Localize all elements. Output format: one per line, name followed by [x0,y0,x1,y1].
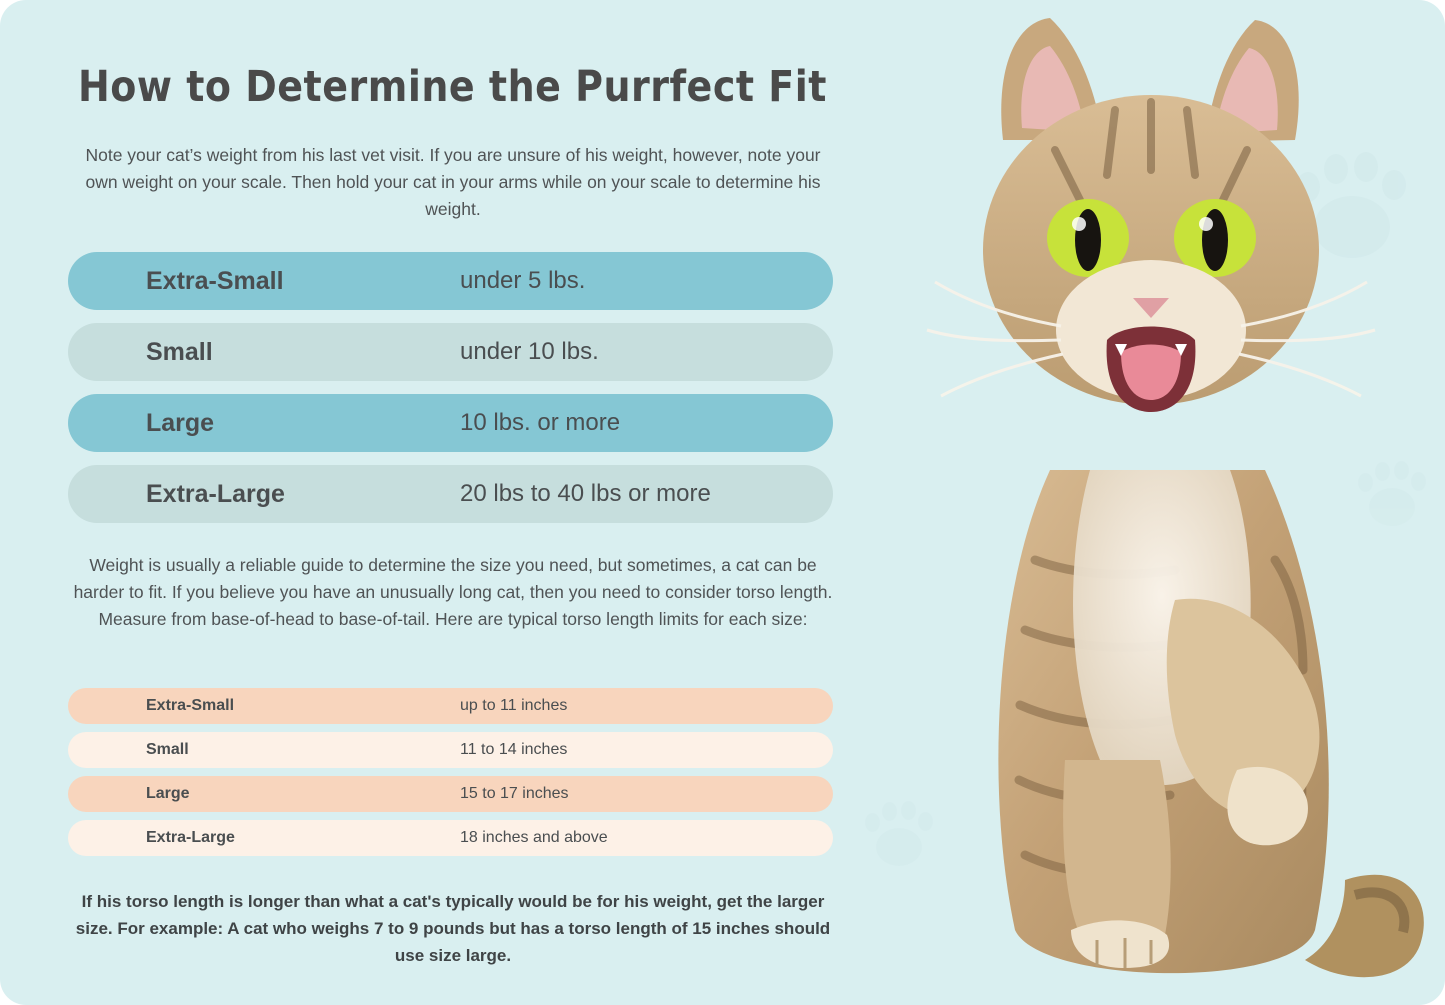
table-row [68,394,833,452]
size-label: Extra-Large [146,479,285,508]
table-row [68,323,833,381]
weight-size-table [68,252,833,536]
table-row [68,252,833,310]
torso-length-table [68,688,833,864]
size-value: up to 11 inches [460,697,568,714]
size-value: 20 lbs to 40 lbs or more [460,480,711,507]
page-title: How to Determine the Purrfect Fit [78,62,827,112]
table-row [68,820,833,856]
size-label: Small [146,741,189,758]
size-label: Extra-Small [146,266,284,295]
tabby-cat-photo [875,0,1445,1005]
size-value: 15 to 17 inches [460,785,569,802]
intro-paragraph: Note your cat’s weight from his last vet visit. If you are unsure of his weight, however, note your own weight on your scale. Then hold your cat in your arms while on your scale to determine his weight. [85,145,821,220]
size-label: Large [146,408,215,437]
size-label: Extra-Large [146,829,235,846]
size-label: Extra-Small [146,697,235,714]
size-value: 11 to 14 inches [460,741,568,758]
size-label: Large [146,785,190,802]
size-value: under 10 lbs. [460,338,599,365]
table-row [68,688,833,724]
table-row [68,732,833,768]
size-label: Small [146,337,213,366]
size-value: under 5 lbs. [460,267,586,294]
size-value: 10 lbs. or more [460,409,621,436]
footnote-text: If his torso length is longer than what a cat's typically would be for his weight, get the larger size. For example: A cat who weighs 7 to 9 pounds but has a torso length of 15 inches should use size large. [75,892,831,966]
table-row [68,465,833,523]
mid-paragraph: Weight is usually a reliable guide to determine the size you need, but sometimes, a cat can be harder to fit. If you believe you have an unusually long cat, then you need to consider torso length. Measure from base-of-head to base-of-tail. Here are typical torso length limits for each size: [73,555,833,630]
table-row [68,776,833,812]
size-value: 18 inches and above [460,829,608,846]
